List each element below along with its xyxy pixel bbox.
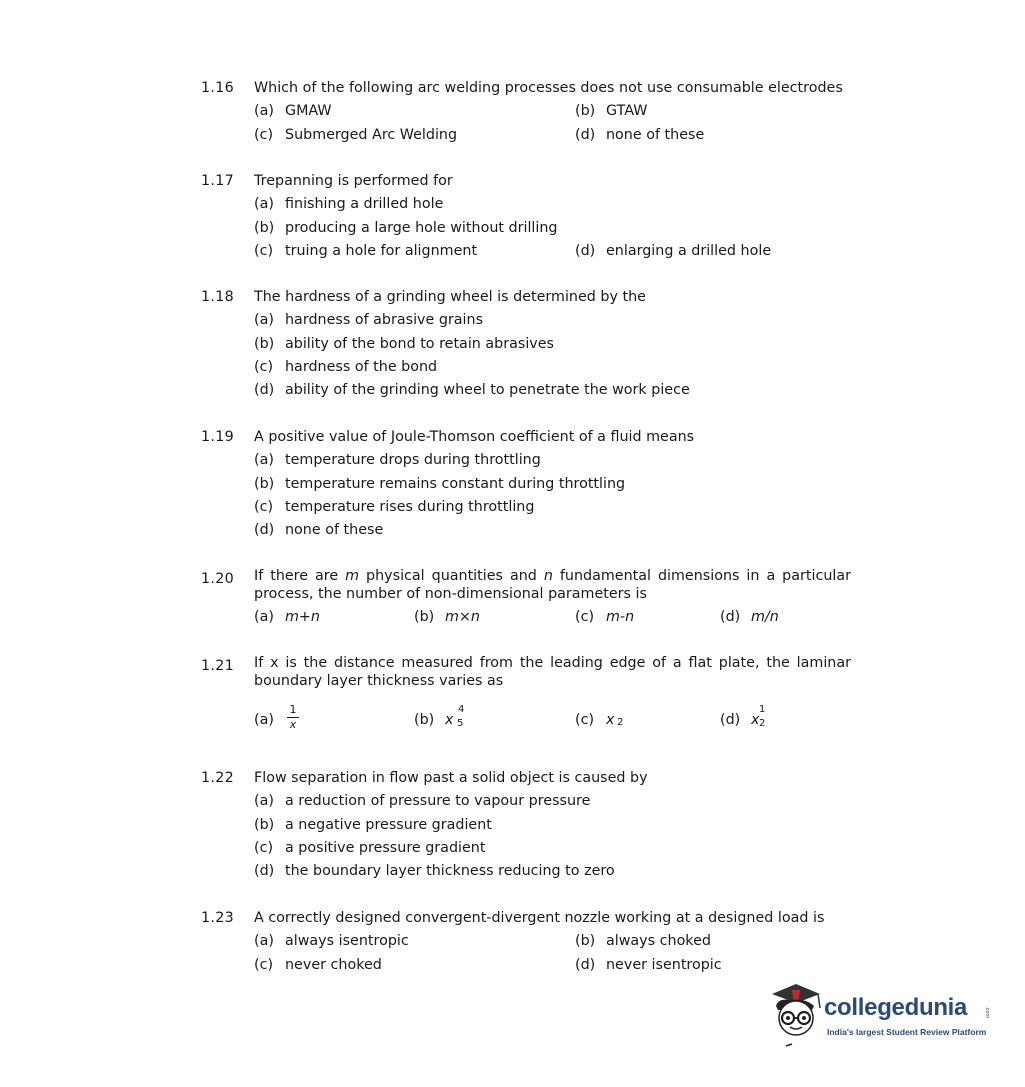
logo-wordmark: collegedunia (824, 994, 968, 1021)
logo-domain: .com (984, 1006, 990, 1019)
option-d[interactable]: (d) enlarging a drilled hole (575, 243, 772, 259)
option-b[interactable]: (b) temperature remains constant during throttling (254, 476, 626, 492)
question-number: 1.17 (201, 173, 235, 189)
question-stem: Trepanning is performed for (254, 173, 453, 189)
mascot-icon (766, 980, 826, 1052)
exponent: 2 (617, 717, 624, 728)
option-d[interactable]: (d) none of these (575, 127, 705, 143)
option-d[interactable]: (d) never isentropic (575, 957, 722, 973)
question-stem: Flow separation in flow past a solid object is caused by (254, 770, 648, 786)
option-c[interactable]: (c) x (575, 712, 615, 728)
option-d[interactable]: (d) the boundary layer thickness reducing to zero (254, 863, 615, 879)
option-a[interactable]: (a) temperature drops during throttling (254, 452, 541, 468)
question-stem: Which of the following arc welding processes does not use consumable electrodes (254, 80, 843, 96)
exponent-denominator: 2 (759, 718, 766, 729)
option-c[interactable]: (c) truing a hole for alignment (254, 243, 478, 259)
collegedunia-logo[interactable] (766, 980, 996, 1052)
option-a[interactable]: (a) always isentropic (254, 933, 409, 949)
option-a[interactable]: (a) m+n (254, 609, 320, 625)
fraction-1-over-x: $\frac{1}{x}$ (287, 703, 299, 732)
question-number: 1.16 (201, 80, 235, 96)
option-b[interactable]: (b) a negative pressure gradient (254, 817, 492, 833)
option-d[interactable]: (d) ability of the grinding wheel to penetrate the work piece (254, 382, 690, 398)
option-b[interactable]: (b) ability of the bond to retain abrasives (254, 336, 555, 352)
option-b[interactable]: (b) producing a large hole without drilling (254, 220, 558, 236)
logo-tagline: India's largest Student Review Platform (827, 1027, 987, 1037)
option-a[interactable]: (a) (254, 712, 274, 728)
option-c[interactable]: (c) hardness of the bond (254, 359, 438, 375)
option-a[interactable]: (a) finishing a drilled hole (254, 196, 444, 212)
question-number: 1.20 (201, 571, 235, 587)
question-number: 1.23 (201, 910, 235, 926)
option-c[interactable]: (c) m-n (575, 609, 635, 625)
exponent-denominator: 5 (457, 718, 464, 729)
question-stem: A positive value of Joule-Thomson coefficient of a fluid means (254, 429, 695, 445)
option-a[interactable]: (a) GMAW (254, 103, 332, 119)
option-b[interactable]: (b) always choked (575, 933, 711, 949)
option-d[interactable]: (d) none of these (254, 522, 384, 538)
option-c[interactable]: (c) never choked (254, 957, 382, 973)
option-a[interactable]: (a) hardness of abrasive grains (254, 312, 484, 328)
option-b[interactable]: (b) m×n (414, 609, 480, 625)
option-b[interactable]: (b) x (414, 712, 454, 728)
question-number: 1.21 (201, 658, 235, 674)
question-number: 1.22 (201, 770, 235, 786)
question-number: 1.18 (201, 289, 235, 305)
question-stem: A correctly designed convergent-divergent nozzle working at a designed load is (254, 910, 825, 926)
option-c[interactable]: (c) a positive pressure gradient (254, 840, 486, 856)
option-b[interactable]: (b) GTAW (575, 103, 648, 119)
option-a[interactable]: (a) a reduction of pressure to vapour pressure (254, 793, 591, 809)
question-stem: The hardness of a grinding wheel is determined by the (254, 289, 646, 305)
option-c[interactable]: (c) Submerged Arc Welding (254, 127, 458, 143)
option-d[interactable]: (d) x (720, 712, 760, 728)
exponent-numerator: 4 (458, 704, 465, 715)
exponent-numerator: 1 (759, 704, 766, 715)
question-number: 1.19 (201, 429, 235, 445)
option-d[interactable]: (d) m/n (720, 609, 779, 625)
question-stem: If there are m physical quantities and n fundamental dimensions in a particular process, the number of non-dimensional parameters is (254, 568, 852, 602)
option-c[interactable]: (c) temperature rises during throttling (254, 499, 535, 515)
question-stem: If x is the distance measured from the leading edge of a flat plate, the laminar boundary layer thickness varies as (254, 655, 851, 689)
